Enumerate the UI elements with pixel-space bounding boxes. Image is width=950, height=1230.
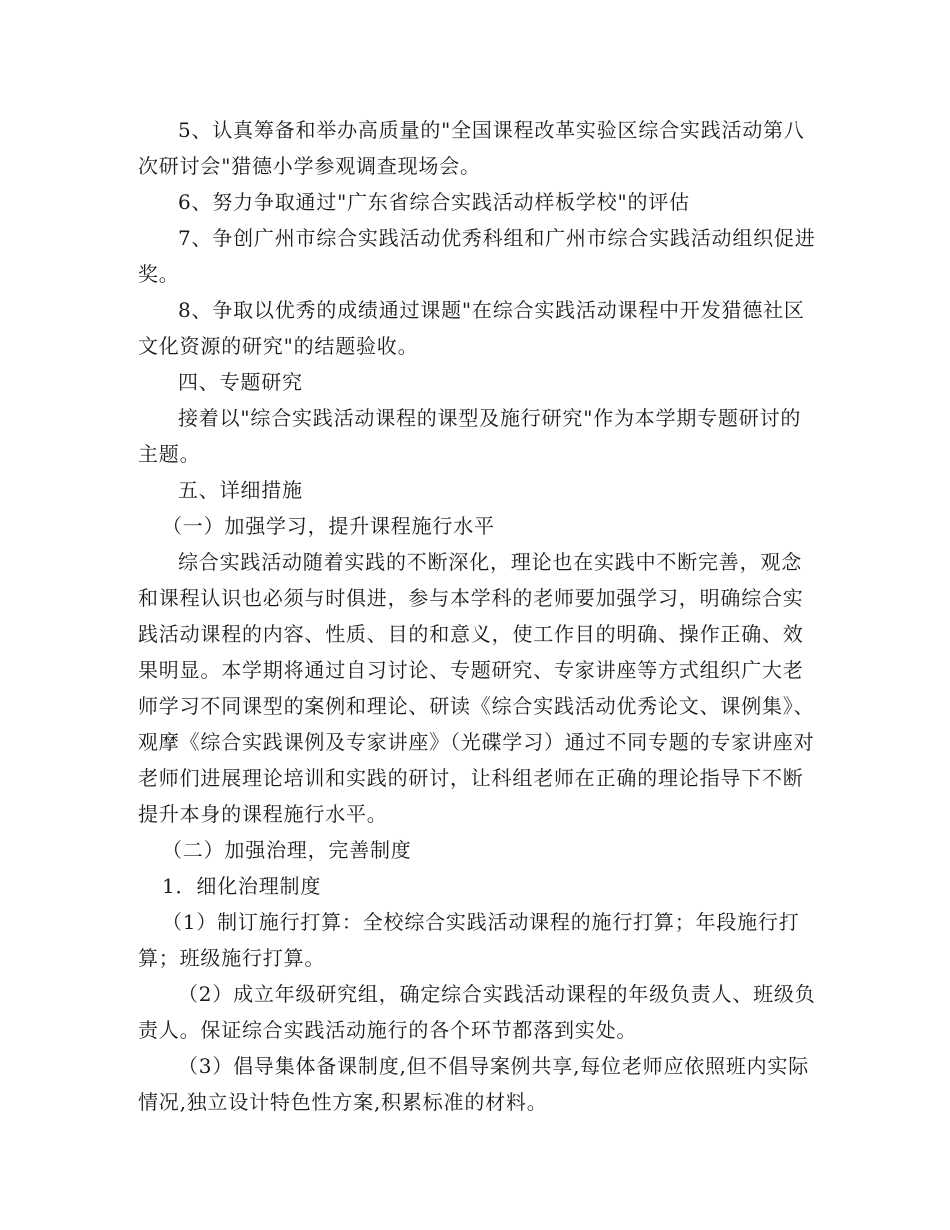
section-heading-5: 五、详细措施	[178, 478, 303, 502]
subsection-heading-2: （二）加强治理，完善制度	[162, 838, 412, 862]
paragraph-item-8: 8、争取以优秀的成绩通过课题"在综合实践活动课程中开发猎德社区文化资源的研究"的结题验收。	[138, 298, 805, 358]
paragraph-sub-1: （1）制订施行打算：全校综合实践活动课程的施行打算；年段施行打算；班级施行打算。	[138, 910, 800, 970]
paragraph-item-6: 6、努力争取通过"广东省综合实践活动样板学校"的评估	[178, 190, 690, 214]
numbered-heading-1: 1．细化治理制度	[162, 874, 322, 898]
document-body	[138, 112, 818, 1120]
paragraph-item-7: 7、争创广州市综合实践活动优秀科组和广州市综合实践活动组织促进奖。	[138, 226, 816, 286]
paragraph-item-5: 5、认真筹备和举办高质量的"全国课程改革实验区综合实践活动第八次研讨会"猎德小学参观调查现场会。	[138, 118, 805, 178]
paragraph-topic: 接着以"综合实践活动课程的课型及施行研究"作为本学期专题研讨的主题。	[138, 406, 802, 466]
paragraph-sub-2: （2）成立年级研究组，确定综合实践活动课程的年级负责人、班级负责人。保证综合实践活动施行的各个环节都落到实处。	[138, 982, 816, 1042]
subsection-heading-1: （一）加强学习，提升课程施行水平	[162, 514, 495, 538]
section-heading-4: 四、专题研究	[178, 370, 303, 394]
paragraph-learning: 综合实践活动随着实践的不断深化，理论也在实践中不断完善，观念和课程认识也必须与时俱进，参与本学科的老师要加强学习，明确综合实践活动课程的内容、性质、目的和意义，使工作目的明确、操作正确、效果明显。本学期将通过自习讨论、专题研究、专家讲座等方式组织广大老师学习不同课型的案例和理论、研读《综合实践活动优秀论文、课例集》、观摩《综合实践课例及专家讲座》（光碟学习）通过不同专题的专家讲座对老师们进展理论培训和实践的研讨，让科组老师在正确的理论指导下不断提升本身的课程施行水平。	[138, 550, 815, 826]
paragraph-sub-3: （3）倡导集体备课制度,但不倡导案例共享,每位老师应依照班内实际情况,独立设计特色性方案,积累标准的材料。	[138, 1054, 810, 1114]
